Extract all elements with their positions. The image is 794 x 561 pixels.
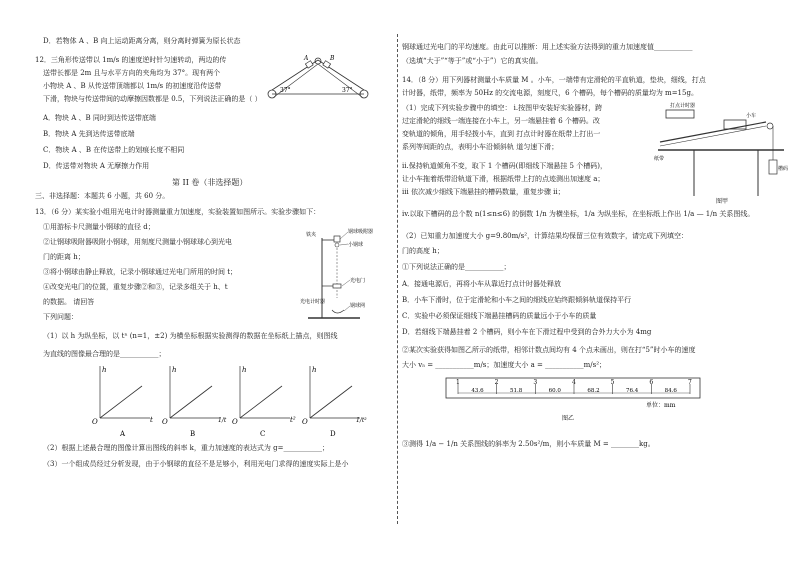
q13-part2: （2）根据上述最合理的图像计算出图线的斜率 k，重力加速度的表达式为 g=___________； [43,444,329,452]
photogate-apparatus-figure [300,228,394,328]
q14-line: （1）完成下列实验步骤中的填空： i.按图甲安装好实验器材，跨 [402,104,603,112]
graph-c-origin: O [232,418,238,426]
label-b: B [330,55,335,62]
graph-d [302,366,367,438]
q13-line: ③将小钢球由静止释放，记录小钢球通过光电门所用的时间 t； [43,268,238,276]
label-tape: 纸带 [654,156,665,162]
tape-gap-value: 76.4 [626,388,639,394]
q14-line: （2）已知重力加速度大小 g=9.80m/s²，计算结果均保留三位有效数字，请完成下列填空： [402,232,689,240]
graph-c-xlabel: t² [290,416,296,424]
q14-line: 过定滑轮的细线一端连接在小车上，另一端悬挂着 6 个槽码。改 [402,117,600,125]
q14-option: B．小车下滑时，位于定滑轮和小车之间的细线应始终跟倾斜轨道保持平行 [402,296,632,304]
tape-caption: 图乙 [562,415,575,422]
q14-part3: ③测得 1/a − 1/n 关系图线的斜率为 2.50s²/m，则小车质量 M = ________kg。 [402,440,655,448]
tape-mark-label: 4 [572,379,576,386]
label-timer-jia: 打点计时器 [670,103,696,109]
tape-gap-value: 84.6 [664,388,677,394]
q13-line: ②让钢球吸附器吸附小钢球，用刻度尺测量小钢球球心到光电 [43,238,232,246]
incline-conveyor-figure [262,54,372,104]
tape-mark-label: 5 [610,379,615,386]
q13-line: 门的距离 h； [43,253,85,261]
tape-mark-label: 7 [688,379,692,386]
q14-line: 大小 v₅ = ___________m/s；加速度大小 a = ___________m/s²； [402,361,606,369]
q14-line: 变轨道的倾角，用手轻拨小车，直到 打点计时器在纸带上打出一 [402,130,601,138]
graph-b-xlabel: 1/t [218,417,227,424]
q13-part1: （1）以 h 为纵坐标，以 tⁿ (n=1，±2) 为横坐标根据实验测得的数据在坐标纸上描点，则图线 [43,332,338,340]
q12-option: D．传送带对物块 A 无摩擦力作用 [43,162,150,170]
graph-b-ylabel: h [172,366,177,374]
q13-line: ④改变光电门的位置，重复步骤②和③，记录多组关于 h、t [43,283,228,291]
graph-c-ylabel: h [242,366,247,374]
q14-line: ii.保持轨道倾角不变，取下 1 个槽码(即细线下端悬挂 5 个槽码)， [402,162,607,170]
label-timer: 光电计时器 [300,299,326,305]
label-gate: 光电门 [350,278,366,284]
tape-mark-label: 6 [649,379,654,386]
angle-left: 37° [280,87,291,94]
caption-jia: 图甲 [716,198,729,204]
left-column [0,0,394,561]
q12-line: 送带长都是 2m 且与水平方向的夹角均为 37°。现有两个 [43,69,221,77]
graph-c-option: C [260,430,266,438]
tape-mark-label: 3 [533,379,538,386]
q12-line: 12．三角形传送带以 1m/s 的速度逆时针匀速转动，两边的传 [35,56,227,64]
label-a: A [304,55,309,62]
graph-a-option: A [120,430,126,438]
tape-figure [444,374,704,422]
q14-line: ②某次实验获得如图乙所示的纸带，相邻计数点间均有 4 个点未画出，则在打“5”时小车的速度 [402,346,696,354]
label-adsorber: 钢球吸附器 [348,229,374,235]
q14-line: 14．（8 分）用下列器材测量小车质量 M 。小车，一端带有定滑轮的平直轨道，垫块，细线，打点 [402,76,706,84]
q13-part1b: 为直线的图像最合理的是___________； [43,350,166,358]
q13-cont: （选填“大于”“等于”或“小于”）它的真实值。 [402,57,543,65]
graph-b-option: B [190,430,196,438]
q13-line: 下列问题： [43,313,78,321]
label-ball: 小钢球 [348,242,364,248]
right-column [400,0,794,561]
q14-line: 让小车拖着纸带沿轨道下滑，根据纸带上打的点迹测出加速度 a； [402,175,605,183]
tape-unit: 单位：mm [646,402,676,409]
q13-line: ①用游标卡尺测量小钢球的直径 d； [43,223,155,231]
column-divider [397,34,398,524]
graph-c [232,366,296,438]
label-hooks: 槽码 [778,166,789,172]
graph-d-option: D [330,430,336,438]
angle-right: 37° [342,87,353,94]
graph-b [162,366,227,438]
tape-gap-value: 68.2 [587,388,600,394]
q12-option: C．物块 A 、B 在传送带上的划痕长度不相同 [43,146,185,154]
label-cart: 小车 [746,113,757,119]
q12-line: 小物块 A 、B 从传送带顶端都以 1m/s 的初速度沿传送带 [43,82,222,90]
section-note: 三、非选择题：本题共 6 小题，共 60 分。 [35,192,170,200]
graph-d-ylabel: h [312,366,317,374]
tape-mark-label: 1 [456,379,460,386]
option-graphs [80,360,370,440]
q14-line: ①下列说法正确的是___________； [402,263,511,271]
q14-line: iii 依次减少细线下端悬挂的槽码数量，重复步骤 ii； [402,188,565,196]
q13-part3: （3）一个组成员经过分析发现，由于小钢球的直径不是足够小，利用光电门求得的速度实际上是小 [43,460,349,468]
graph-d-xlabel: 1/t² [356,417,367,424]
graph-a-xlabel: t [150,416,153,424]
graph-a-origin: O [92,418,98,426]
tape-mark-label: 2 [494,379,499,386]
q13-line: 的数据。 请回答 [43,298,95,306]
q14-line: 计时器，纸带，频率为 50Hz 的交流电源，刻度尺，6 个槽码，每个槽码的质量均为 m=15g。 [402,89,698,97]
graph-a-ylabel: h [102,366,107,374]
label-net: 钢球网 [350,303,366,309]
q11-option-d: D．若物体 A 、B 向上运动距离分离，则分离时弹簧为原长状态 [43,37,241,45]
tape-gap-value: 43.6 [471,388,484,394]
q13-cont: 钢球通过光电门的平均速度。由此可以推断：用上述实验方法得到的重力加速度值___________ [402,43,693,51]
tape-gap-value: 60.0 [548,388,561,394]
section-title: 第 II 卷（非选择题） [172,178,248,187]
q14-line: 系列等间距的点，表明小车沿倾斜轨 道匀速下滑； [402,143,559,151]
q14-line: 门的高度 h； [402,247,444,255]
tape-gap-value: 51.8 [510,388,523,394]
graph-d-origin: O [302,418,308,426]
q14-option: C．实验中必须保证细线下端悬挂槽码的质量远小于小车的质量 [402,312,597,320]
graph-b-origin: O [162,418,168,426]
q12-line: 下滑，物块与传送带间的动摩擦因数都是 0.5，下列说法正确的是（ ） [43,95,262,103]
q14-option: A．接通电源后，再将小车从靠近打点计时器处释放 [402,280,562,288]
q12-option: A．物块 A 、B 同时到达传送带底端 [43,114,156,122]
graph-a [92,366,153,438]
figure-jia [654,100,790,204]
q14-line: iv.以取下槽码的总个数 n(1≤n≤6) 的倒数 1/n 为横坐标，1/a 为纵坐标，在坐标纸上作出 1/a — 1/n 关系图线。 [402,210,755,218]
q14-option: D．若细线下端悬挂着 2 个槽码，则小车在下滑过程中受到的合外力大小为 4mg [402,328,652,336]
q13-line: 13．（6 分）某实验小组用光电计时器测量重力加速度，实验装置如图所示。实验步骤如下： [35,208,321,216]
q12-option: B．物块 A 先到达传送带底端 [43,130,135,138]
label-iron-clamp: 铁夹 [306,232,317,238]
